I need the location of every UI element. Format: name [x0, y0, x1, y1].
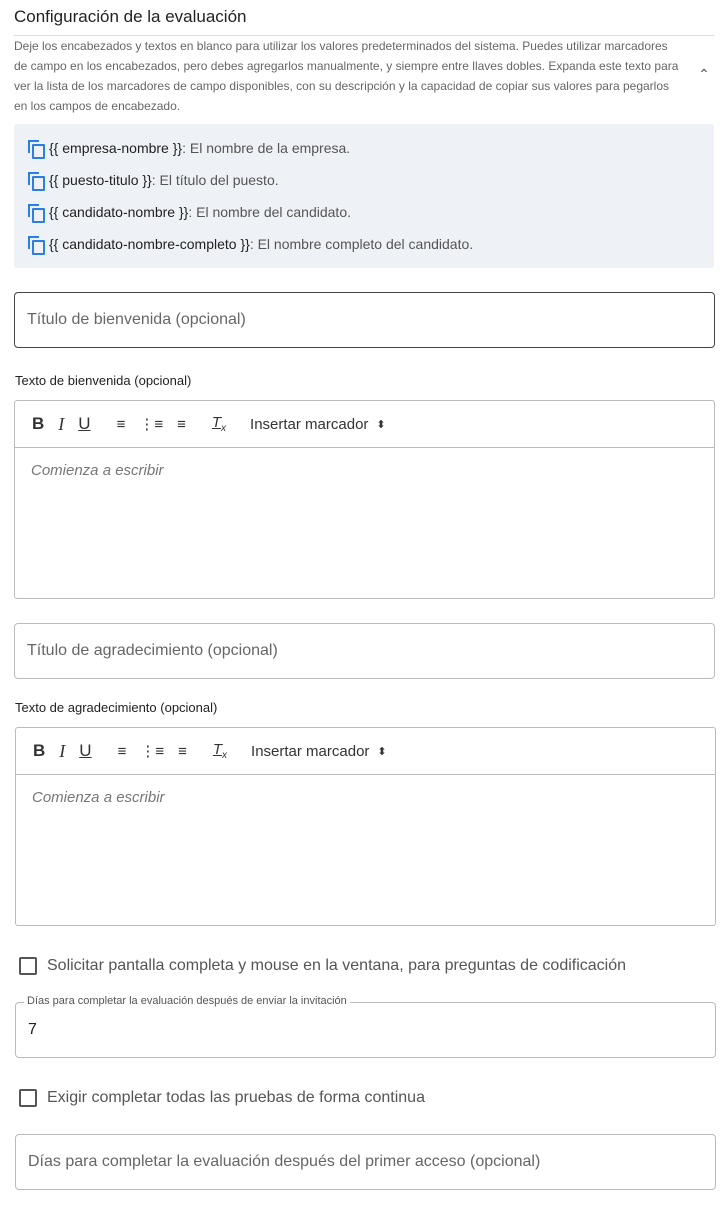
- italic-button[interactable]: I: [59, 740, 66, 761]
- placeholder-item: [28, 204, 351, 220]
- copy-icon[interactable]: [28, 236, 42, 252]
- placeholder-desc: : El nombre de la empresa.: [182, 140, 351, 156]
- thanks-title-input[interactable]: Título de agradecimiento (opcional): [14, 623, 715, 679]
- bullet-list-icon[interactable]: ⋮≡: [140, 743, 165, 760]
- placeholder-item: [28, 236, 473, 252]
- placeholder-tag: {{ candidato-nombre-completo }}: [49, 236, 250, 252]
- chevron-up-icon[interactable]: ⌃: [698, 66, 710, 82]
- sort-icon: ⬍: [377, 745, 387, 758]
- placeholder-list: [14, 124, 714, 268]
- placeholder-tag: {{ candidato-nombre }}: [49, 204, 189, 220]
- section-title: Configuración de la evaluación: [14, 7, 247, 26]
- placeholder-tag: {{ empresa-nombre }}: [49, 140, 183, 156]
- days-after-invite-field[interactable]: [15, 995, 716, 1058]
- placeholder-item: [28, 172, 279, 188]
- bold-button[interactable]: B: [33, 741, 46, 760]
- section-description: Deje los encabezados y textos en blanco para utilizar los valores predeterminados del sistema. Puedes utilizar marcadores de campo en los encabezados, pero debes agregarlos manualmente, y siempre entre llaves dobles. Expanda este texto para ver la lista de los marcadores de campo disponibles, con su descripción y la capacidad de copiar sus valores para pegarlos en los campos de encabezado.: [14, 39, 679, 113]
- thanks-text-label: Texto de agradecimiento (opcional): [15, 700, 218, 715]
- editor-toolbar: [16, 728, 715, 775]
- continuous-label[interactable]: Exigir completar todas las pruebas de forma continua: [47, 1089, 425, 1106]
- ordered-list-icon[interactable]: ≡: [117, 742, 127, 760]
- welcome-text-label: Texto de bienvenida (opcional): [15, 373, 192, 388]
- bold-button[interactable]: B: [32, 414, 45, 433]
- placeholder-desc: : El nombre completo del candidato.: [249, 236, 474, 252]
- fullscreen-label[interactable]: Solicitar pantalla completa y mouse en la ventana, para preguntas de codificación: [47, 957, 627, 974]
- editor-placeholder[interactable]: Comienza a escribir: [31, 462, 164, 479]
- insert-marker-select[interactable]: Insertar marcador: [251, 742, 370, 760]
- sort-icon: ⬍: [376, 418, 386, 431]
- editor-toolbar: [15, 401, 714, 448]
- underline-button[interactable]: U: [79, 741, 92, 760]
- continuous-checkbox[interactable]: [19, 1089, 37, 1107]
- placeholder-tag: {{ puesto-titulo }}: [49, 172, 152, 188]
- welcome-title-input[interactable]: Título de bienvenida (opcional): [14, 292, 715, 348]
- days-after-invite-value[interactable]: 7: [28, 1021, 37, 1038]
- align-icon[interactable]: ≡: [177, 415, 186, 433]
- copy-icon[interactable]: [28, 140, 42, 156]
- fullscreen-checkbox[interactable]: [19, 957, 37, 975]
- editor-placeholder[interactable]: Comienza a escribir: [32, 789, 165, 806]
- ordered-list-icon[interactable]: ≡: [116, 415, 126, 433]
- align-icon[interactable]: ≡: [178, 742, 187, 760]
- thanks-text-editor[interactable]: [15, 727, 716, 926]
- placeholder-item: [28, 140, 350, 156]
- clear-format-icon[interactable]: $T_x$: [212, 741, 228, 761]
- days-after-access-input[interactable]: Días para completar la evaluación después del primer acceso (opcional): [15, 1134, 716, 1190]
- underline-button[interactable]: U: [78, 414, 91, 433]
- placeholder-desc: : El título del puesto.: [151, 172, 279, 188]
- copy-icon[interactable]: [28, 204, 42, 220]
- days-after-invite-label: Días para completar la evaluación después de enviar la invitación: [24, 995, 350, 1007]
- clear-format-icon[interactable]: $T_x$: [211, 414, 227, 434]
- placeholder-desc: : El nombre del candidato.: [188, 204, 351, 220]
- bullet-list-icon[interactable]: ⋮≡: [139, 416, 164, 433]
- copy-icon[interactable]: [28, 172, 42, 188]
- insert-marker-select[interactable]: Insertar marcador: [250, 415, 369, 433]
- welcome-text-editor[interactable]: [14, 400, 715, 599]
- italic-button[interactable]: I: [58, 413, 65, 434]
